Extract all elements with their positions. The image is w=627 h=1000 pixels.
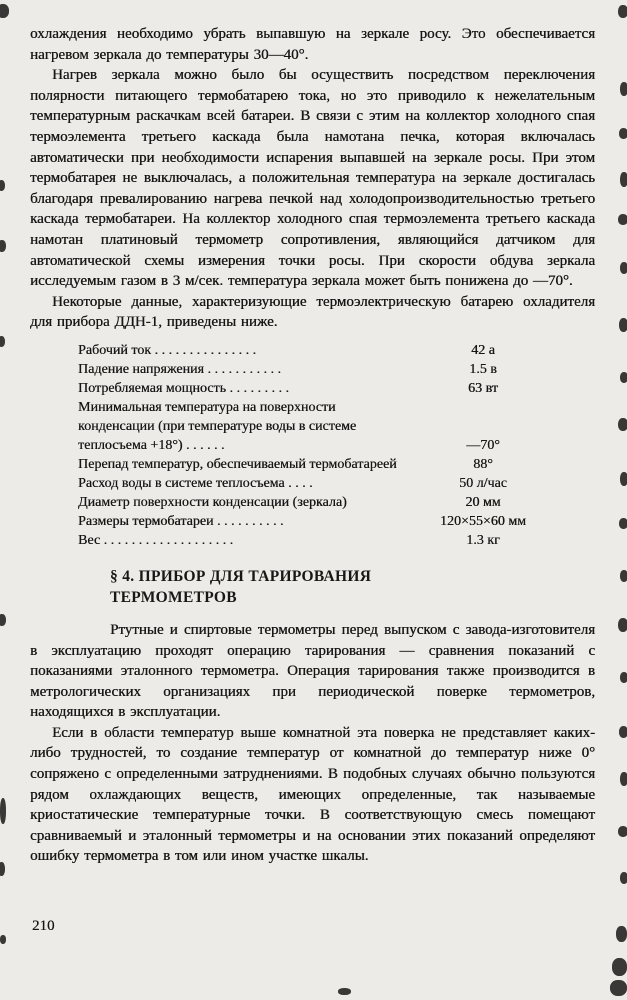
scan-artifact xyxy=(619,518,627,529)
scan-artifact xyxy=(0,798,6,824)
text-block xyxy=(30,24,595,867)
spec-label: Рабочий ток . . . . . . . . . . . . . . . xyxy=(78,342,257,358)
spec-value: 88° xyxy=(473,456,493,472)
spec-value: 50 л/час xyxy=(459,475,507,491)
scan-artifact xyxy=(619,726,627,738)
spec-value: 63 вт xyxy=(468,380,498,396)
spec-label: Вес . . . . . . . . . . . . . . . . . . . xyxy=(78,532,234,548)
spec-row xyxy=(78,398,568,455)
paragraph-continuation: охлаждения необходимо убрать выпавшую на зеркале росу. Это обеспечивается нагревом зеркала до температуры 30—40°. xyxy=(30,26,595,63)
scan-artifact xyxy=(610,980,627,996)
spec-label: Падение напряжения . . . . . . . . . . . xyxy=(78,361,281,377)
scan-artifact xyxy=(620,262,627,274)
page-number: 210 xyxy=(32,918,55,934)
spec-value: 1.5 в xyxy=(469,361,497,377)
scan-artifact xyxy=(0,336,5,347)
paragraph: Если в области температур выше комнатной эта поверка не представляет каких-либо трудностей, то создание температур от комнатной до температур ниже 0° сопряжено с определенными затруднениями. В подобных случаях обычно пользуются рядом охлаждающих веществ, имеющих определенные, так называемые криостатические температурные точки. В соответствующую смесь помещают сравниваемый и эталонный термометры и на основании этих показаний определяют ошибку термометра в том или ином участке шкалы. xyxy=(30,724,595,865)
scan-artifact xyxy=(620,172,627,187)
scan-artifact xyxy=(618,418,627,431)
spec-label: Размеры термобатареи . . . . . . . . . . xyxy=(78,513,284,529)
scan-artifact xyxy=(618,5,627,18)
spec-row xyxy=(78,341,568,360)
spec-value: 120×55×60 мм xyxy=(439,513,526,529)
scan-artifact xyxy=(620,772,627,786)
scan-artifact xyxy=(618,214,627,225)
spec-label: Минимальная температура на поверхности конденсации (при температуре воды в системе теплосъема +18°) . . . . . . xyxy=(78,399,357,453)
scan-artifact xyxy=(0,935,6,944)
scan-artifact xyxy=(0,240,6,252)
spec-row xyxy=(78,379,568,398)
paragraph: Некоторые данные, характеризующие термоэлектрическую батарею охладителя для прибора ДДН-1, приведены ниже. xyxy=(30,293,595,331)
scan-artifact xyxy=(618,618,627,632)
spec-label: Перепад температур, обеспечиваемый термобатареей xyxy=(78,456,397,472)
scan-artifact xyxy=(619,318,627,332)
spec-row xyxy=(78,455,568,474)
spec-value: 1.3 кг xyxy=(466,532,500,548)
scan-artifact xyxy=(0,180,5,191)
scan-artifact xyxy=(619,128,627,139)
spec-row xyxy=(78,531,568,550)
scan-artifact xyxy=(616,926,627,942)
paragraph: Ртутные и спиртовые термометры перед выпуском с завода-изготовителя в эксплуатацию проходят операцию тарирования — сравнения показаний с показаниями эталонного термометра. Операция тарирования также производится в метрологических организациях при периодической поверке термометров, находящихся в эксплуатации. xyxy=(30,621,595,721)
spec-label: Расход воды в системе теплосъема . . . . xyxy=(78,475,313,491)
scan-artifact xyxy=(338,988,351,995)
scan-artifact xyxy=(620,672,627,683)
scan-artifact xyxy=(612,958,627,976)
scan-artifact xyxy=(0,862,5,876)
scan-artifact xyxy=(618,826,627,837)
spec-value: 20 мм xyxy=(465,494,501,510)
spec-label: Потребляемая мощность . . . . . . . . . xyxy=(78,380,289,396)
scan-artifact xyxy=(0,4,9,18)
scan-artifact xyxy=(0,614,6,626)
spec-row xyxy=(78,512,568,531)
scan-artifact xyxy=(620,472,627,486)
spec-value: —70° xyxy=(466,437,500,453)
section-heading: § 4. ПРИБОР ДЛЯ ТАРИРОВАНИЯ ТЕРМОМЕТРОВ xyxy=(110,567,372,606)
spec-row xyxy=(78,360,568,379)
spec-value: 42 а xyxy=(471,342,495,358)
scan-artifact xyxy=(620,872,627,884)
scan-artifact xyxy=(620,82,627,96)
spec-row xyxy=(78,493,568,512)
scan-artifact xyxy=(620,570,627,582)
spec-row xyxy=(78,474,568,493)
spec-label: Диаметр поверхности конденсации (зеркала) xyxy=(78,494,347,510)
spec-table xyxy=(78,341,568,550)
scan-artifact xyxy=(620,372,627,383)
paragraph: Нагрев зеркала можно было бы осуществить посредством переключения полярности питающего термобатарею тока, но это приводило к нежелательным температурным раскачкам всей батареи. В связи с этим на коллектор холодного спая термоэлемента третьего каскада была намотана печка, которая включалась автоматически при необходимости испарения выпавшей на зеркале росы. При этом термобатарея не выключалась, а положительная температура на зеркале достигалась благодаря превалированию нагрева печкой над холодопроизводительностью третьего каскада термобатареи. На коллектор холодного спая термоэлемента третьего каскада намотан платиновый термометр сопротивления, являющийся датчиком для автоматической схемы измерения точки росы. При скорости обдува зеркала исследуемым газом в 3 м/сек. температура зеркала может быть понижена до —70°. xyxy=(30,67,595,290)
